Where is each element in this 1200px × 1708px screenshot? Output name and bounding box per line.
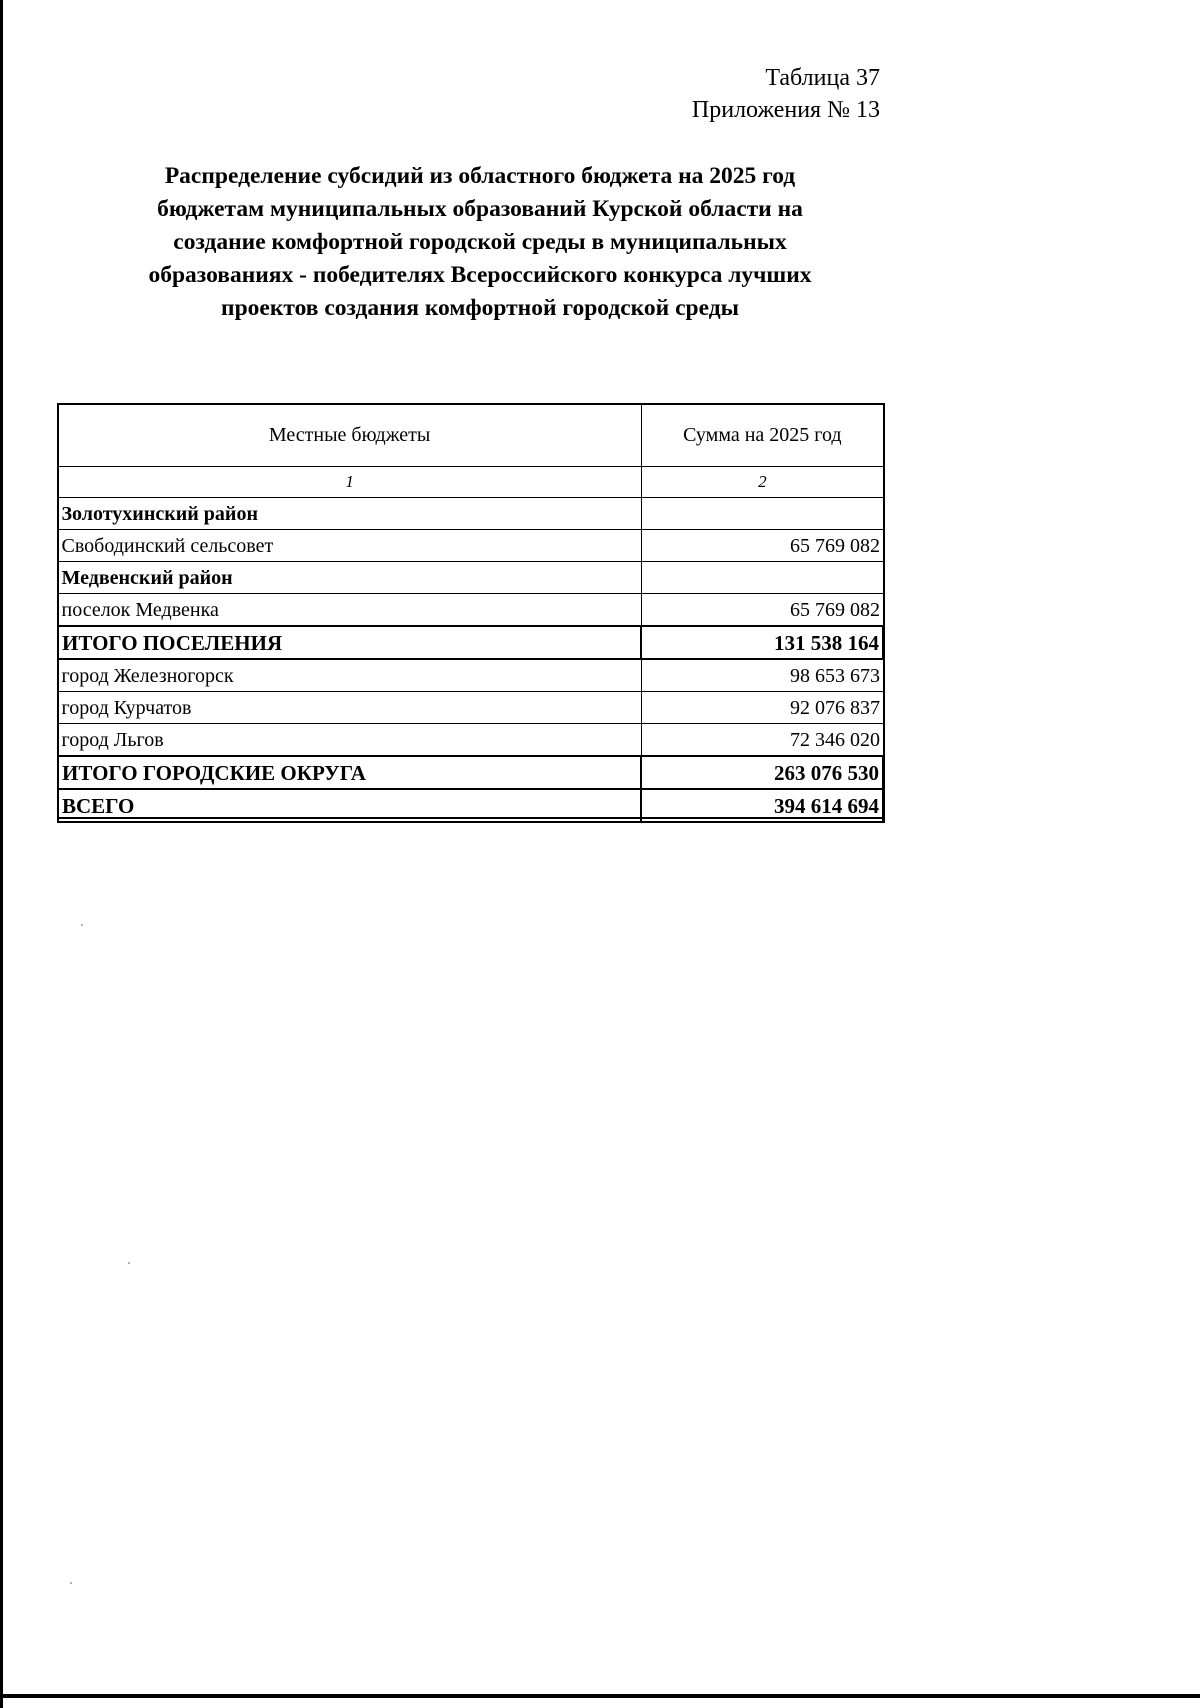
scan-speck [81, 924, 83, 926]
row-name: город Льгов [58, 724, 641, 757]
scan-speck [70, 1582, 72, 1584]
table-row [58, 724, 884, 757]
table-row [58, 498, 884, 530]
row-amount [641, 498, 883, 530]
scan-edge-left [0, 0, 3, 1708]
table-row [58, 756, 884, 789]
row-name: ВСЕГО [58, 789, 641, 822]
header-local-budgets: Местные бюджеты [58, 404, 641, 467]
column-number-2: 2 [641, 467, 883, 498]
title-line: образованиях - победителях Всероссийского конкурса лучших [148, 262, 812, 288]
title-line: Распределение субсидий из областного бюджета на 2025 год [164, 163, 796, 189]
row-name: Медвенский район [58, 562, 641, 594]
scan-edge-bottom [0, 1694, 1200, 1698]
scan-speck [128, 1262, 130, 1264]
document-title [60, 160, 900, 325]
row-amount: 65 769 082 [641, 594, 883, 627]
column-number-1: 1 [58, 467, 641, 498]
title-line: создание комфортной городской среды в муниципальных [173, 229, 787, 255]
row-name: поселок Медвенка [58, 594, 641, 627]
row-name: Золотухинский район [58, 498, 641, 530]
row-name: ИТОГО ГОРОДСКИЕ ОКРУГА [58, 756, 641, 789]
table-number: Таблица 37 [765, 65, 880, 91]
row-name: город Курчатов [58, 692, 641, 724]
header-amount-2025: Сумма на 2025 год [641, 404, 883, 467]
row-amount: 65 769 082 [641, 530, 883, 562]
table-row [58, 789, 884, 822]
column-number-row [58, 467, 884, 498]
row-name: город Железногорск [58, 659, 641, 692]
row-amount: 131 538 164 [641, 626, 883, 659]
row-amount: 394 614 694 [641, 789, 883, 822]
row-amount: 92 076 837 [641, 692, 883, 724]
row-amount [641, 562, 883, 594]
table-row [58, 562, 884, 594]
row-amount: 72 346 020 [641, 724, 883, 757]
appendix-number: Приложения № 13 [691, 97, 880, 123]
table-row [58, 594, 884, 627]
table-header-row [58, 404, 884, 467]
table-row [58, 659, 884, 692]
row-amount: 98 653 673 [641, 659, 883, 692]
title-line: проектов создания комфортной городской среды [221, 295, 739, 321]
table-row [58, 692, 884, 724]
table-row [58, 626, 884, 659]
row-name: ИТОГО ПОСЕЛЕНИЯ [58, 626, 641, 659]
table-row [58, 530, 884, 562]
table-body [58, 498, 884, 823]
title-line: бюджетам муниципальных образований Курской области на [157, 196, 803, 222]
row-name: Свободинский сельсовет [58, 530, 641, 562]
subsidy-table [57, 403, 885, 823]
table-reference [692, 62, 880, 126]
row-amount: 263 076 530 [641, 756, 883, 789]
